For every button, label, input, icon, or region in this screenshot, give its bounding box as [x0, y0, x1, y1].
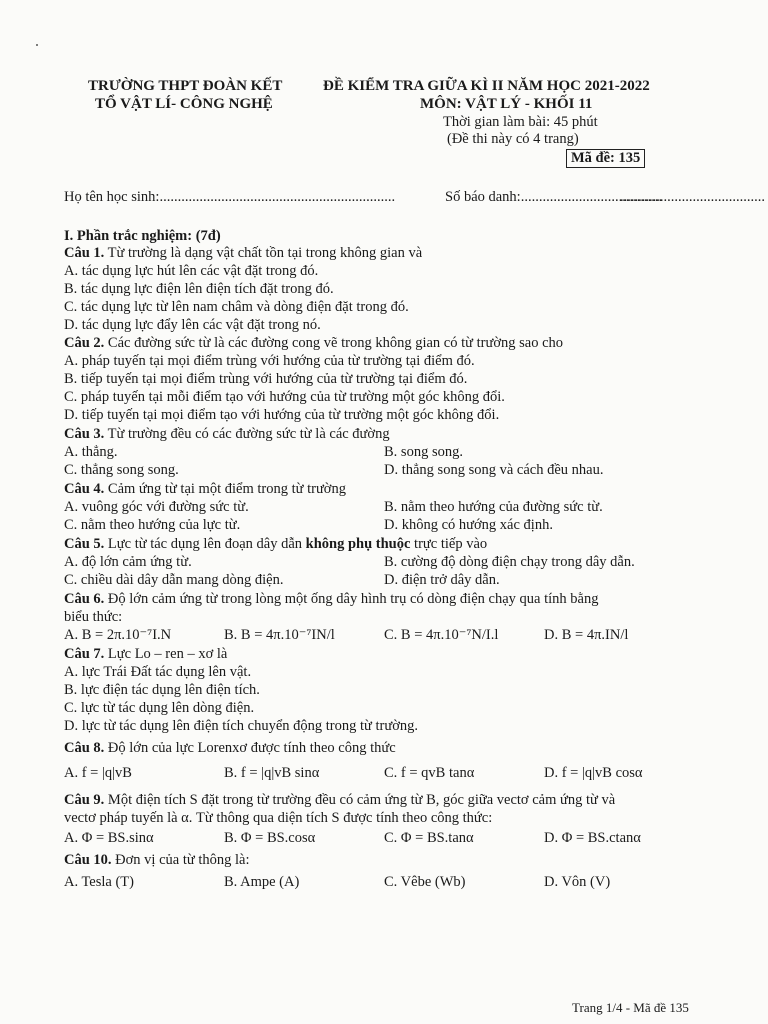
q5-option-b: B. cường độ dòng điện chạy trong dây dẫn. [384, 554, 635, 570]
question-label: Câu 8. [64, 740, 105, 756]
q7-option-d: D. lực từ tác dụng lên điện tích chuyển động trong từ trường. [64, 718, 419, 734]
q4-option-a: A. vuông góc với đường sức từ. [64, 499, 249, 515]
q1-option-c: C. tác dụng lực từ lên nam châm và dòng điện đặt trong đó. [64, 299, 409, 315]
q4-option-c: C. nằm theo hướng của lực từ. [64, 517, 241, 533]
exam-code-box: Mã đề: 135 [566, 149, 645, 168]
question-label: Câu 5. [64, 536, 105, 552]
question-text: Cảm ứng từ tại một điểm trong từ trường [104, 481, 346, 497]
q2-option-c: C. pháp tuyến tại mỗi điểm tạo với hướng của từ trường một góc không đổi. [64, 389, 505, 405]
q9-option-d: D. Φ = BS.ctanα [544, 830, 641, 846]
question-text: Từ trường là dạng vật chất tồn tại trong không gian và [104, 245, 423, 261]
subject-line: MÔN: VẬT LÝ - KHỐI 11 [420, 96, 593, 112]
page-footer: Trang 1/4 - Mã đề 135 [572, 1000, 689, 1015]
question-text: Độ lớn cảm ứng từ trong lòng một ống dây hình trụ có dòng điện chạy qua tính bằng [104, 591, 599, 607]
q9-text-continued: vectơ pháp tuyến là α. Từ thông qua diện tích S được tính theo công thức: [64, 810, 493, 826]
q4-option-b: B. nằm theo hướng của đường sức từ. [384, 499, 603, 515]
question-2 [64, 335, 563, 352]
question-text-end: trực tiếp vào [410, 536, 488, 552]
question-text: Đơn vị của từ thông là: [111, 852, 250, 868]
section-title: I. Phần trắc nghiệm: (7đ) [64, 228, 221, 244]
question-label: Câu 4. [64, 481, 105, 497]
q3-option-a: A. thẳng. [64, 444, 118, 460]
q6-text-continued: biểu thức: [64, 609, 123, 625]
q2-option-a: A. pháp tuyến tại mọi điểm trùng với hướng của từ trường tại điểm đó. [64, 353, 475, 369]
q4-option-d: D. không có hướng xác định. [384, 517, 553, 533]
question-text: Một điện tích S đặt trong từ trường đều có cảm ứng từ B, góc giữa vectơ cảm ứng từ và [104, 792, 616, 808]
department-name: TỔ VẬT LÍ- CÔNG NGHỆ [95, 96, 273, 112]
pages-note: (Đề thi này có 4 trang) [447, 131, 579, 147]
q7-option-b: B. lực điện tác dụng lên điện tích. [64, 682, 260, 698]
question-label: Câu 7. [64, 646, 105, 662]
question-label: Câu 1. [64, 245, 105, 261]
q9-option-c: C. Φ = BS.tanα [384, 830, 474, 846]
question-3 [64, 426, 390, 443]
question-label: Câu 2. [64, 335, 105, 351]
q10-option-d: D. Vôn (V) [544, 874, 611, 890]
q10-option-a: A. Tesla (T) [64, 874, 134, 890]
question-9 [64, 792, 615, 809]
q6-option-b: B. B = 4π.10⁻⁷IN/l [224, 627, 335, 643]
q3-option-b: B. song song. [384, 444, 463, 460]
q8-option-d: D. f = |q|vB cosα [544, 765, 643, 781]
q1-option-d: D. tác dụng lực đẩy lên các vật đặt trong nó. [64, 317, 321, 333]
q7-option-a: A. lực Trái Đất tác dụng lên vật. [64, 664, 252, 680]
student-id-field: Số báo danh:....................................... [445, 189, 663, 205]
student-name-field: Họ tên học sinh:................................................................. [64, 189, 396, 205]
school-name: TRƯỜNG THPT ĐOÀN KẾT [88, 78, 283, 94]
q6-option-c: C. B = 4π.10⁻⁷N/I.l [384, 627, 499, 643]
question-1 [64, 245, 422, 262]
q5-option-a: A. độ lớn cảm ứng từ. [64, 554, 192, 570]
question-7 [64, 646, 227, 663]
student-id-dots: ........................................ [620, 189, 765, 205]
q1-option-a: A. tác dụng lực hút lên các vật đặt trong đó. [64, 263, 319, 279]
exam-time: Thời gian làm bài: 45 phút [443, 114, 598, 130]
q5-option-c: C. chiều dài dây dẫn mang dòng điện. [64, 572, 284, 588]
exam-title: ĐỀ KIỂM TRA GIỮA KÌ II NĂM HỌC 2021-2022 [323, 78, 650, 94]
question-text: Từ trường đều có các đường sức từ là các đường [104, 426, 390, 442]
question-4 [64, 481, 346, 498]
q9-option-b: B. Φ = BS.cosα [224, 830, 316, 846]
question-label: Câu 6. [64, 591, 105, 607]
question-text: Các đường sức từ là các đường cong vẽ trong không gian có từ trường sao cho [104, 335, 564, 351]
question-text-emphasis: không phụ thuộc [305, 536, 411, 552]
q8-option-c: C. f = qvB tanα [384, 765, 475, 781]
question-label: Câu 10. [64, 852, 112, 868]
q8-option-b: B. f = |q|vB sinα [224, 765, 320, 781]
question-label: Câu 9. [64, 792, 105, 808]
q6-option-d: D. B = 4π.IN/l [544, 627, 629, 643]
question-text: Lực Lo – ren – xơ là [104, 646, 228, 662]
q3-option-c: C. thẳng song song. [64, 462, 179, 478]
question-10 [64, 852, 250, 869]
q6-option-a: A. B = 2π.10⁻⁷I.N [64, 627, 172, 643]
q10-option-b: B. Ampe (A) [224, 874, 300, 890]
q2-option-b: B. tiếp tuyến tại mọi điểm trùng với hướng của từ trường tại điểm đó. [64, 371, 468, 387]
question-5 [64, 536, 487, 553]
scan-speck [36, 44, 38, 46]
question-text: Độ lớn của lực Lorenxơ được tính theo công thức [104, 740, 396, 756]
q9-option-a: A. Φ = BS.sinα [64, 830, 154, 846]
q10-option-c: C. Vêbe (Wb) [384, 874, 466, 890]
question-6 [64, 591, 598, 608]
q1-option-b: B. tác dụng lực điện lên điện tích đặt trong đó. [64, 281, 334, 297]
q7-option-c: C. lực từ tác dụng lên dòng điện. [64, 700, 255, 716]
question-label: Câu 3. [64, 426, 105, 442]
q5-option-d: D. điện trở dây dẫn. [384, 572, 500, 588]
q2-option-d: D. tiếp tuyến tại mọi điểm tạo với hướng của từ trường một góc không đổi. [64, 407, 500, 423]
q8-option-a: A. f = |q|vB [64, 765, 132, 781]
q3-option-d: D. thẳng song song và cách đều nhau. [384, 462, 604, 478]
question-8 [64, 740, 396, 757]
question-text: Lực từ tác dụng lên đoạn dây dẫn [104, 536, 306, 552]
